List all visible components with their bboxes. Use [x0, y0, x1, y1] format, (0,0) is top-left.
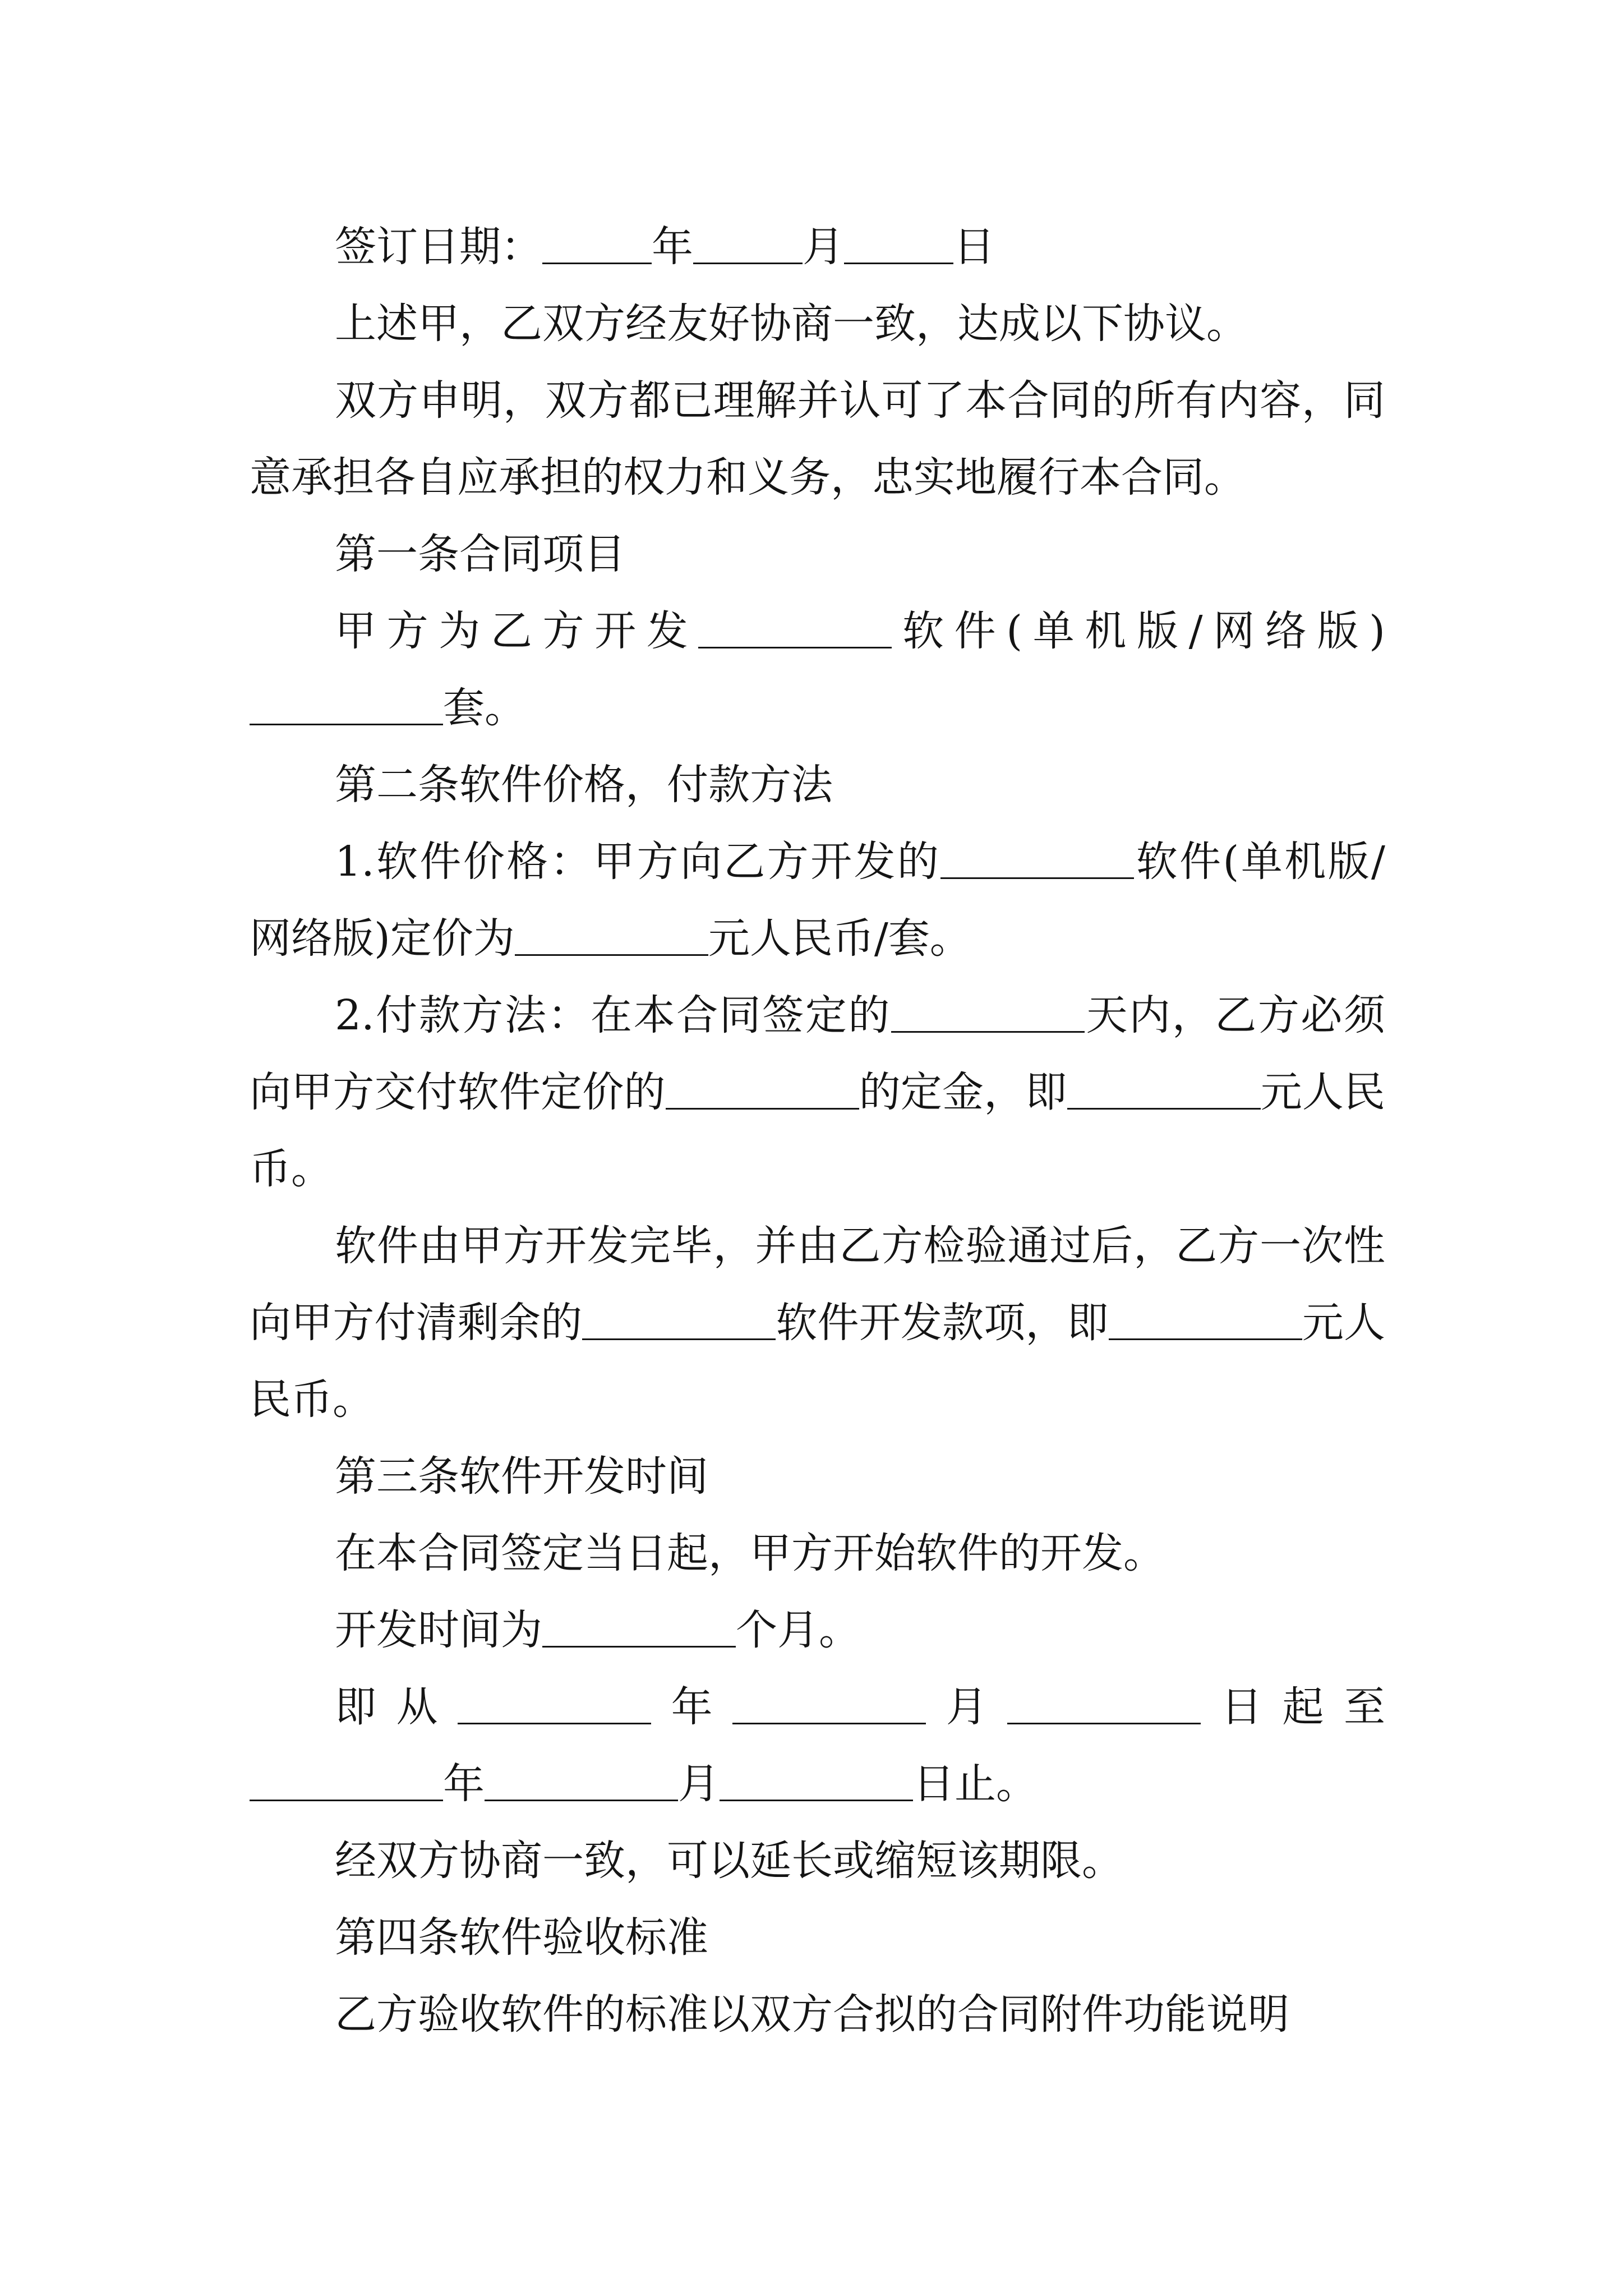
- article-3-extension: 经双方协商一致，可以延长或缩短该期限。: [335, 1837, 1123, 1885]
- article-4-body: 乙方验收软件的标准以双方合拟的合同附件功能说明: [335, 1990, 1289, 2039]
- start-day-blank: [1007, 1689, 1201, 1724]
- article-2-price-text-a: 1.软件价格：甲方向乙方开发的: [335, 838, 941, 886]
- end-month-blank: [485, 1766, 678, 1801]
- article-3-period: [250, 1669, 1385, 1823]
- article-3-start: 在本合同签定当日起，甲方开始软件的开发。: [335, 1529, 1165, 1577]
- signing-day-blank: [844, 229, 953, 264]
- article-2-balance-text-b: 软件开发款项，即: [776, 1299, 1109, 1347]
- article-3-period-text-b: 年: [651, 1683, 733, 1731]
- article-2-payment-text-b: 天内，乙方必须向甲方交付软件定价的: [250, 991, 1386, 1116]
- article-3-period-text-c: 月: [926, 1683, 1008, 1731]
- article-3-period-text-e: 年: [443, 1760, 485, 1808]
- article-2-payment-text-d: 元人民币。: [250, 1068, 1386, 1193]
- article-3-period-text-a: 即从: [335, 1683, 458, 1731]
- deposit-amount-blank: [1067, 1074, 1261, 1110]
- signing-date-label: 签订日期：: [335, 223, 542, 271]
- signing-year-blank: [542, 229, 652, 264]
- end-day-blank: [720, 1766, 913, 1801]
- balance-ratio-blank: [582, 1305, 776, 1340]
- article-2-title: 第二条软件价格，付款方法: [335, 761, 833, 809]
- price-software-blank: [940, 844, 1134, 879]
- signing-year-unit: 年: [652, 223, 693, 271]
- start-month-blank: [732, 1689, 926, 1724]
- article-2-balance-text-a: 软件由甲方开发完毕，并由乙方检验通过后，乙方一次性向甲方付清剩余的: [250, 1222, 1385, 1347]
- deposit-ratio-blank: [666, 1074, 859, 1110]
- article-1-text-a: 甲方为乙方开发: [335, 607, 699, 655]
- article-3-duration-text-a: 开发时间为: [335, 1606, 542, 1654]
- article-2-price-text-b: 软件(单机版/网络版)定价为: [250, 838, 1385, 963]
- start-year-blank: [458, 1689, 651, 1724]
- software-name-blank: [698, 613, 892, 648]
- price-amount-blank: [515, 921, 708, 956]
- article-1-body: [250, 593, 1385, 747]
- article-2-payment: [250, 977, 1385, 1208]
- signing-month-unit: 月: [803, 223, 844, 271]
- article-1-text-c: 套。: [443, 684, 526, 732]
- article-3-period-text-f: 月: [678, 1760, 720, 1808]
- duration-months-blank: [542, 1612, 736, 1648]
- signing-day-unit: 日: [953, 223, 995, 271]
- article-3-duration: [250, 1592, 1385, 1669]
- article-1-title: 第一条合同项目: [335, 530, 625, 578]
- balance-amount-blank: [1109, 1305, 1302, 1340]
- declaration-paragraph: 双方申明，双方都已理解并认可了本合同的所有内容，同意承担各自应承担的权力和义务，忠实地履行本合同。: [250, 376, 1385, 501]
- agreement-intro: 上述甲，乙双方经友好协商一致，达成以下协议。: [335, 300, 1248, 348]
- signing-date-line: [250, 209, 1385, 286]
- article-2-price-text-c: 元人民币/套。: [708, 914, 971, 963]
- article-2-price: [250, 823, 1385, 977]
- article-3-duration-text-b: 个月。: [736, 1606, 860, 1654]
- article-4-title: 第四条软件验收标准: [335, 1913, 708, 1962]
- payment-days-blank: [891, 997, 1085, 1033]
- article-3-period-text-d: 日起至: [1201, 1683, 1386, 1731]
- article-2-payment-text-a: 2.付款方法：在本合同签定的: [335, 991, 892, 1039]
- signing-month-blank: [693, 229, 803, 264]
- article-1-text-b: 软件(单机版/网络版): [892, 607, 1385, 655]
- end-year-blank: [250, 1766, 443, 1801]
- article-2-balance-text-c: 元人民币。: [250, 1299, 1386, 1424]
- set-count-blank: [250, 690, 443, 725]
- article-2-balance: [250, 1208, 1385, 1438]
- document-body: [250, 209, 1385, 2053]
- article-2-payment-text-c: 的定金，即: [859, 1068, 1067, 1116]
- article-3-title: 第三条软件开发时间: [335, 1452, 708, 1501]
- article-3-period-text-g: 日止。: [913, 1760, 1038, 1808]
